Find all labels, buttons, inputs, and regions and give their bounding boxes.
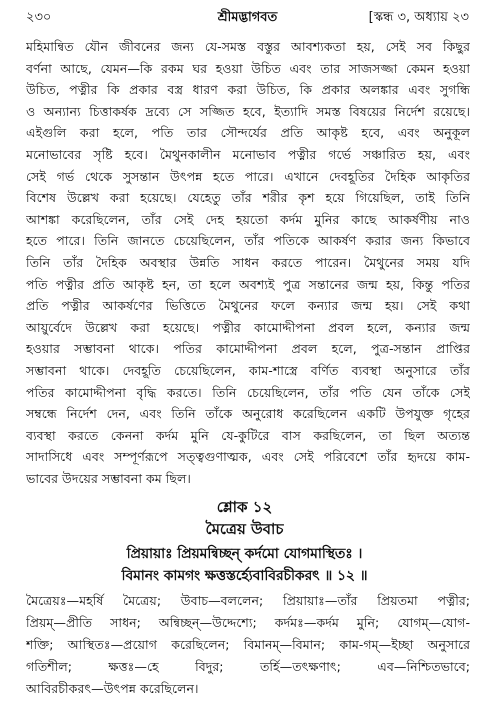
synonym-line: মৈত্রেয়ঃ—মহর্ষি মৈত্রেয়; উবাচ—বললেন; প্রিয়ায়াঃ—তাঁর প্রিয়তমা পত্নীর; [26, 593, 470, 608]
synonym-line: গতিশীল; ক্ষত্তঃ—হে বিদুর; তর্হি—তৎক্ষণাৎ; এব—নিশ্চিতভাবে; [26, 659, 470, 674]
purport-line: ব্যবস্থা করতে কেননা কর্দম মুনি যে-কুটিরে বাস করছিলেন, তা ছিল অত্যন্ত [26, 427, 470, 443]
verse-line-1: প্রিয়ায়াঃ প্রিয়মন্বিচ্ছন্ কর্দমো যোগমাস্থিতঃ । [126, 546, 363, 562]
purport-line: প্রতি পত্নীর আকর্ষণের ভিত্তিতে মৈথুনের ফলে কন্যার জন্ম হয়। সেই কথা [26, 298, 470, 314]
purport-line: মনোভাবের সৃষ্টি হবে। মৈথুনকালীন মনোভাব পত্নীর গর্ভে সঞ্চারিত হয়, এবং [26, 146, 470, 162]
purport-line: সম্বন্ধে নির্দেশ দেন, এবং তিনি তাঁকে অনুরোধ করেছিলেন একটি উপযুক্ত গৃহের [26, 406, 470, 422]
purport-line: ও অন্যান্য চিত্তাকর্ষক দ্রব্যে সে সজ্জিত হবে, ইত্যাদি সমস্ত বিষয়ের নির্দেশ রয়েছে। [26, 103, 470, 119]
purport-line: সম্ভাবনা থাকে। দেবহূতি চেয়েছিলেন, কাম-শাস্ত্রে বর্ণিত ব্যবস্থা অনুসারে তাঁর [26, 362, 470, 378]
book-title: শ্রীমদ্ভাগবত [217, 10, 278, 25]
synonym-line: আবিরচীকরৎ—উৎপন্ন করেছিলেন। [26, 681, 199, 696]
purport-line: পতির কামোদ্দীপনা বৃদ্ধি করতে। তিনি চেয়েছিলেন, তাঁর পতি যেন তাঁকে সেই [26, 384, 470, 400]
purport-line: বর্ণনা আছে, যেমন—কি রকম ঘর হওয়া উচিত এবং তার সাজসজ্জা কেমন হওয়া [26, 60, 470, 76]
purport-line: এইগুলি করা হলে, পতি তার সৌন্দর্যের প্রতি আকৃষ্ট হবে, এবং অনুকূল [26, 125, 470, 141]
verse-line-2: বিমানং কামগং ক্ষত্তস্তর্হ্যেবাবিরচীকরৎ ॥ ১২ ॥ [121, 568, 368, 584]
purport-line: মহিমান্বিত যৌন জীবনের জন্য যে-সমস্ত বস্তুর আবশ্যকতা হয়, সেই সব কিছুর [26, 39, 470, 54]
purport-line: হতে পারে। তিনি জানতে চেয়েছিলেন, তাঁর পতিকে আকর্ষণ করার জন্য কিভাবে [26, 233, 470, 249]
verse-speaker: মৈত্রেয় উবাচ [205, 520, 284, 538]
synonym-line: প্রিয়ম্—প্রীতি সাধন; অন্বিচ্ছন্—উদ্দেশ্যে; কর্দমঃ—কর্দম মুনি; যোগম্—যোগ- [26, 615, 470, 630]
page-header [26, 8, 469, 30]
page-number: ২৩০ [26, 10, 52, 25]
purport-line: পতি পত্নীর প্রতি আকৃষ্ট হন, তা হলে অবশ্যই পুত্র সন্তানের জন্ম হয়, কিন্তু পতির [26, 276, 470, 292]
synonym-line: শক্তি; আস্থিতঃ—প্রয়োগ করেছিলেন; বিমানম্—বিমান; কাম-গম্—ইচ্ছা অনুসারে [26, 637, 470, 652]
synonyms-section [26, 590, 470, 700]
purport-line: তিনি তাঁর দৈহিক অবস্থার উন্নতি সাধন করতে পারেন। মৈথুনের সময় যদি [26, 254, 470, 270]
purport-line: ভাবের উদয়ের সম্ভাবনা কম ছিল। [26, 470, 191, 486]
purport-paragraph [26, 36, 470, 489]
verse-number: শ্লোক ১২ [216, 498, 273, 516]
canto-chapter-reference: [স্কন্ধ ৩, অধ্যায় ২৩ [368, 10, 469, 25]
purport-line: বিশেষ উল্লেখ করা হয়েছে। যেহেতু তাঁর শরীর কৃশ হয়ে গিয়েছিল, তাই তিনি [26, 190, 470, 206]
purport-line: হওয়ার সম্ভাবনা থাকে। পতির কামোদ্দীপনা প্রবল হলে, পুত্র-সন্তান প্রাপ্তির [26, 341, 470, 357]
purport-line: সাদাসিধে এবং সম্পূর্ণরূপে সত্ত্বগুণাত্মক, এবং সেই পরিবেশে তাঁর হৃদয়ে কাম- [26, 449, 470, 465]
purport-line: আশঙ্কা করেছিলেন, তাঁর সেই দেহ হয়তো কর্দম মুনির কাছে আকর্ষণীয় নাও [26, 211, 470, 227]
purport-line: আয়ুর্বেদে উল্লেখ করা হয়েছে। পত্নীর কামোদ্দীপনা প্রবল হলে, কন্যার জন্ম [26, 319, 470, 335]
purport-line: উচিত, পত্নীর কি প্রকার বস্ত্র ধারণ করা উচিত, কি প্রকার অলঙ্কার এবং সুগন্ধি [26, 82, 470, 98]
purport-line: সেই গর্ভ থেকে সুসন্তান উৎপন্ন হতে পারে। এখানে দেবহূতির দৈহিক আকৃতির [26, 168, 470, 184]
